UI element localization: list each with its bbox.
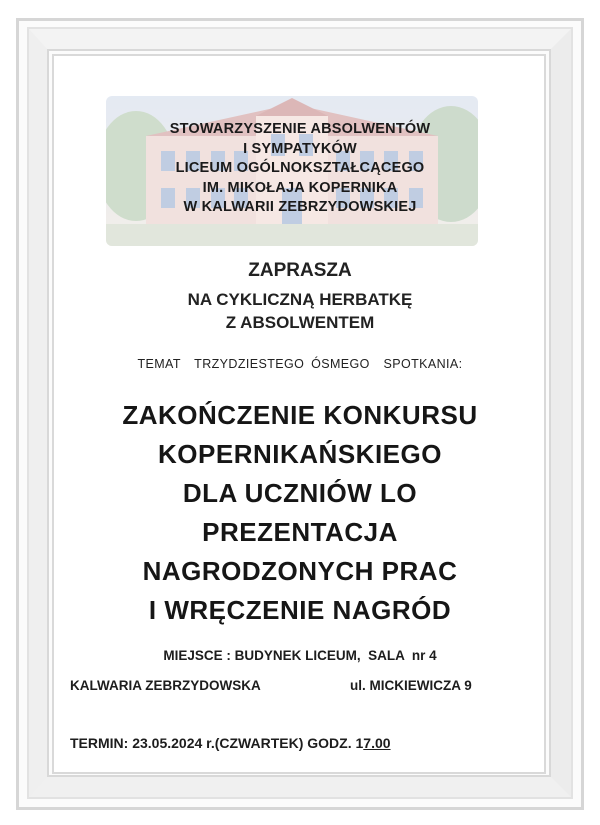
association-line: IM. MIKOŁAJA KOPERNIKA xyxy=(202,179,398,196)
association-line: STOWARZYSZENIE ABSOLWENTÓW xyxy=(169,121,431,137)
association-line: W KALWARII ZEBRZYDOWSKIEJ xyxy=(183,199,417,215)
association-line: LICEUM OGÓLNOKSZTAŁCĄCEGO xyxy=(175,160,425,176)
topic-label: TEMAT TRZYDZIESTEGO ÓSMEGO SPOTKANIA: xyxy=(137,357,463,371)
topic-line: KOPERNIKAŃSKIEGO xyxy=(158,439,442,469)
invite-line: Z ABSOLWENTEM xyxy=(225,313,375,332)
date-text: TERMIN: 23.05.2024 r.(CZWARTEK) GODZ. 1 xyxy=(70,735,364,751)
invite-subtitle xyxy=(0,288,600,334)
invite-line: NA CYKLICZNĄ HERBATKĘ xyxy=(187,290,413,309)
town-text: KALWARIA ZEBRZYDOWSKA xyxy=(70,678,261,693)
association-line: I SYMPATYKÓW xyxy=(243,140,357,157)
topic-line: DLA UCZNIÓW LO xyxy=(182,478,418,508)
venue-text: MIEJSCE : BUDYNEK LICEUM, SALA nr 4 xyxy=(163,648,437,663)
association-name xyxy=(0,119,600,217)
hour-text: 7.00 xyxy=(363,735,391,751)
street-text: ul. MICKIEWICZA 9 xyxy=(350,678,472,693)
date-time-text xyxy=(70,735,391,751)
topic-line: I WRĘCZENIE NAGRÓD xyxy=(148,595,452,625)
topic-line: ZAKOŃCZENIE KONKURSU xyxy=(122,400,478,430)
topic-line: NAGRODZONYCH PRAC xyxy=(142,556,458,586)
invite-headline: ZAPRASZA xyxy=(248,260,352,281)
topic-line: PREZENTACJA xyxy=(202,517,398,547)
